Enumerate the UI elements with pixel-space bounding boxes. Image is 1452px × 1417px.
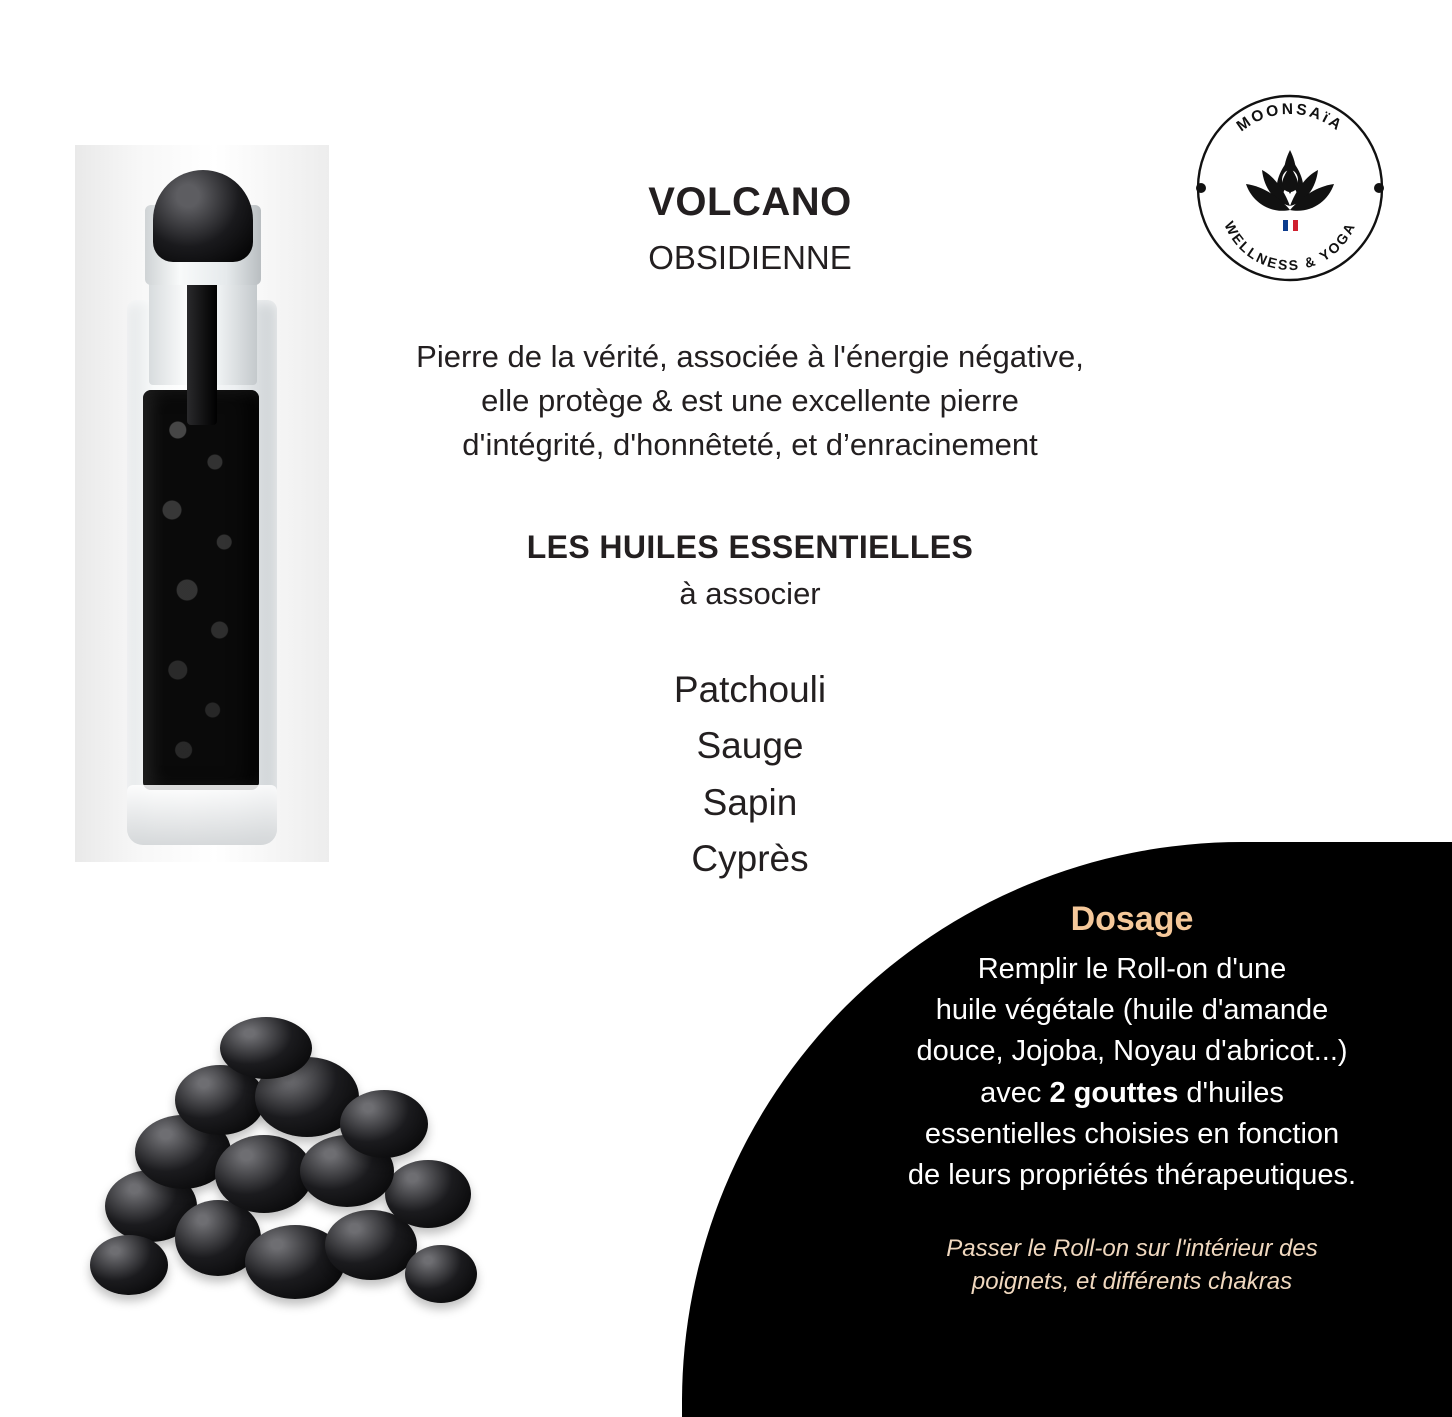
dosage-line-drops (842, 1073, 1422, 1114)
list-item: Patchouli (673, 669, 827, 711)
essential-oils-heading: LES HUILES ESSENTIELLES (526, 529, 974, 566)
stone (215, 1135, 313, 1213)
essential-oils-subheading: à associer (679, 576, 821, 612)
dosage-line: Remplir le Roll-on d'une (977, 953, 1287, 985)
dosage-note (842, 1232, 1422, 1298)
stone (90, 1235, 168, 1295)
product-description (355, 335, 1145, 467)
product-info (355, 180, 1145, 887)
page-title: VOLCANO (648, 180, 852, 224)
dosage-note-line: poignets, et différents chakras (971, 1268, 1293, 1296)
list-item: Cyprès (691, 837, 809, 879)
dosage-line: huile végétale (huile d'amande (935, 994, 1329, 1027)
svg-text:WELLNESS & YOGA: WELLNESS & YOGA (1221, 218, 1359, 274)
dosage-body (842, 949, 1422, 1196)
essential-oils-list (355, 662, 1145, 887)
brand-logo (1190, 88, 1390, 288)
bottle-base (127, 785, 277, 845)
lotus-logo-icon (1190, 88, 1390, 288)
dosage-content (842, 900, 1422, 1298)
description-line: d'intégrité, d'honnêteté, et d’enracinement (462, 427, 1038, 463)
stone (340, 1090, 428, 1158)
description-line: Pierre de la vérité, associée à l'énergie négative, (416, 339, 1084, 374)
svg-text:MOONSAïA: MOONSAïA (1233, 100, 1347, 136)
product-photo-rollon (75, 145, 329, 862)
dosage-line: douce, Jojoba, Noyau d'abricot...) (916, 1035, 1348, 1068)
bottle-rollerball (153, 170, 253, 262)
dosage-title: Dosage (1070, 900, 1194, 938)
dosage-note-line: Passer le Roll-on sur l'intérieur des (946, 1235, 1318, 1263)
obsidian-stones-photo (75, 995, 495, 1370)
description-line: elle protège & est une excellente pierre (481, 383, 1019, 419)
stone (220, 1017, 312, 1079)
dosage-panel (682, 842, 1452, 1417)
dosage-line: essentielles choisies en fonction (924, 1117, 1340, 1150)
product-subtitle: OBSIDIENNE (648, 239, 852, 276)
bottle-stones (143, 390, 259, 790)
french-flag-icon (1283, 220, 1298, 231)
stones-pile (75, 995, 495, 1370)
stone (385, 1160, 471, 1228)
dosage-line: de leurs propriétés thérapeutiques. (907, 1158, 1357, 1191)
dosage-line-prefix: avec (980, 1076, 1050, 1109)
dosage-drops-amount: 2 gouttes (1049, 1076, 1179, 1109)
dosage-line-suffix: d'huiles (1178, 1076, 1284, 1109)
stone (405, 1245, 477, 1303)
list-item: Sapin (702, 781, 798, 823)
list-item: Sauge (696, 725, 804, 767)
